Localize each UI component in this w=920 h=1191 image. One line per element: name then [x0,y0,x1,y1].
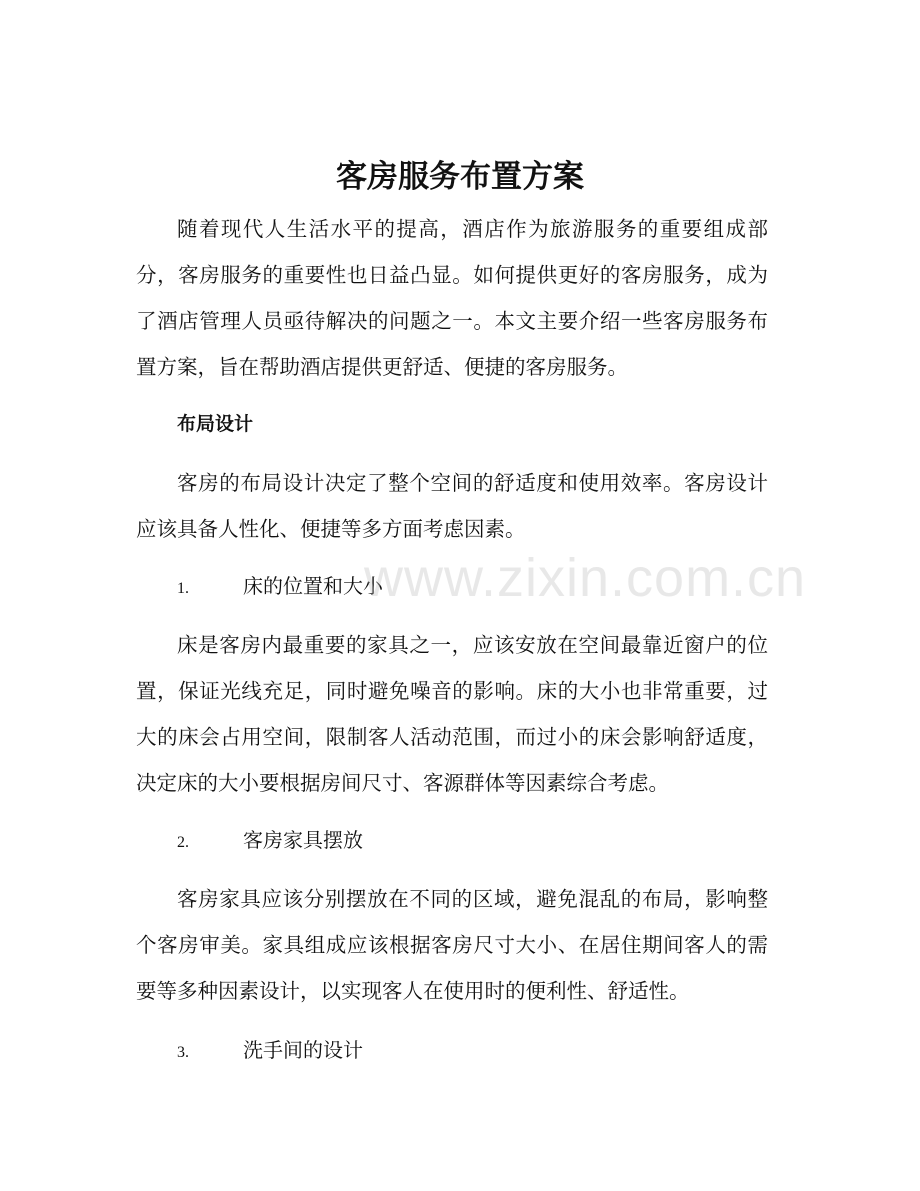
list-item-2-body: 客房家具应该分别摆放在不同的区域，避免混乱的布局，影响整个客房审美。家具组成应该根据客房尺寸大小、在居住期间客人的需要等多种因素设计，以实现客人在使用时的便利性、舒适性。 [136,887,768,1003]
section-heading: 布局设计 [177,413,254,435]
list-item-2-label: 客房家具摆放 [243,828,363,852]
document-title: 客房服务布置方案 [336,159,584,195]
list-item-3-label: 洗手间的设计 [243,1038,363,1062]
list-item-1-label: 床的位置和大小 [243,574,383,598]
list-item-1 [177,566,383,609]
intro-paragraph: 随着现代人生活水平的提高，酒店作为旅游服务的重要组成部分，客房服务的重要性也日益凸显。如何提供更好的客房服务，成为了酒店管理人员亟待解决的问题之一。本文主要介绍一些客房服务布置方案，旨在帮助酒店提供更舒适、便捷的客房服务。 [136,217,768,379]
section-intro-paragraph: 客房的布局设计决定了整个空间的舒适度和使用效率。客房设计应该具备人性化、便捷等多方面考虑因素。 [136,471,768,541]
list-item-3-number: 3. [177,1044,189,1061]
watermark: www.zixin.com.cn [364,548,807,608]
list-item-2 [177,820,363,863]
list-item-2-number: 2. [177,834,189,851]
list-item-1-number: 1. [177,580,189,597]
list-item-1-body: 床是客房内最重要的家具之一，应该安放在空间最靠近窗户的位置，保证光线充足，同时避免噪音的影响。床的大小也非常重要，过大的床会占用空间，限制客人活动范围，而过小的床会影响舒适度，决定床的大小要根据房间尺寸、客源群体等因素综合考虑。 [136,633,768,795]
list-item-3 [177,1030,363,1073]
